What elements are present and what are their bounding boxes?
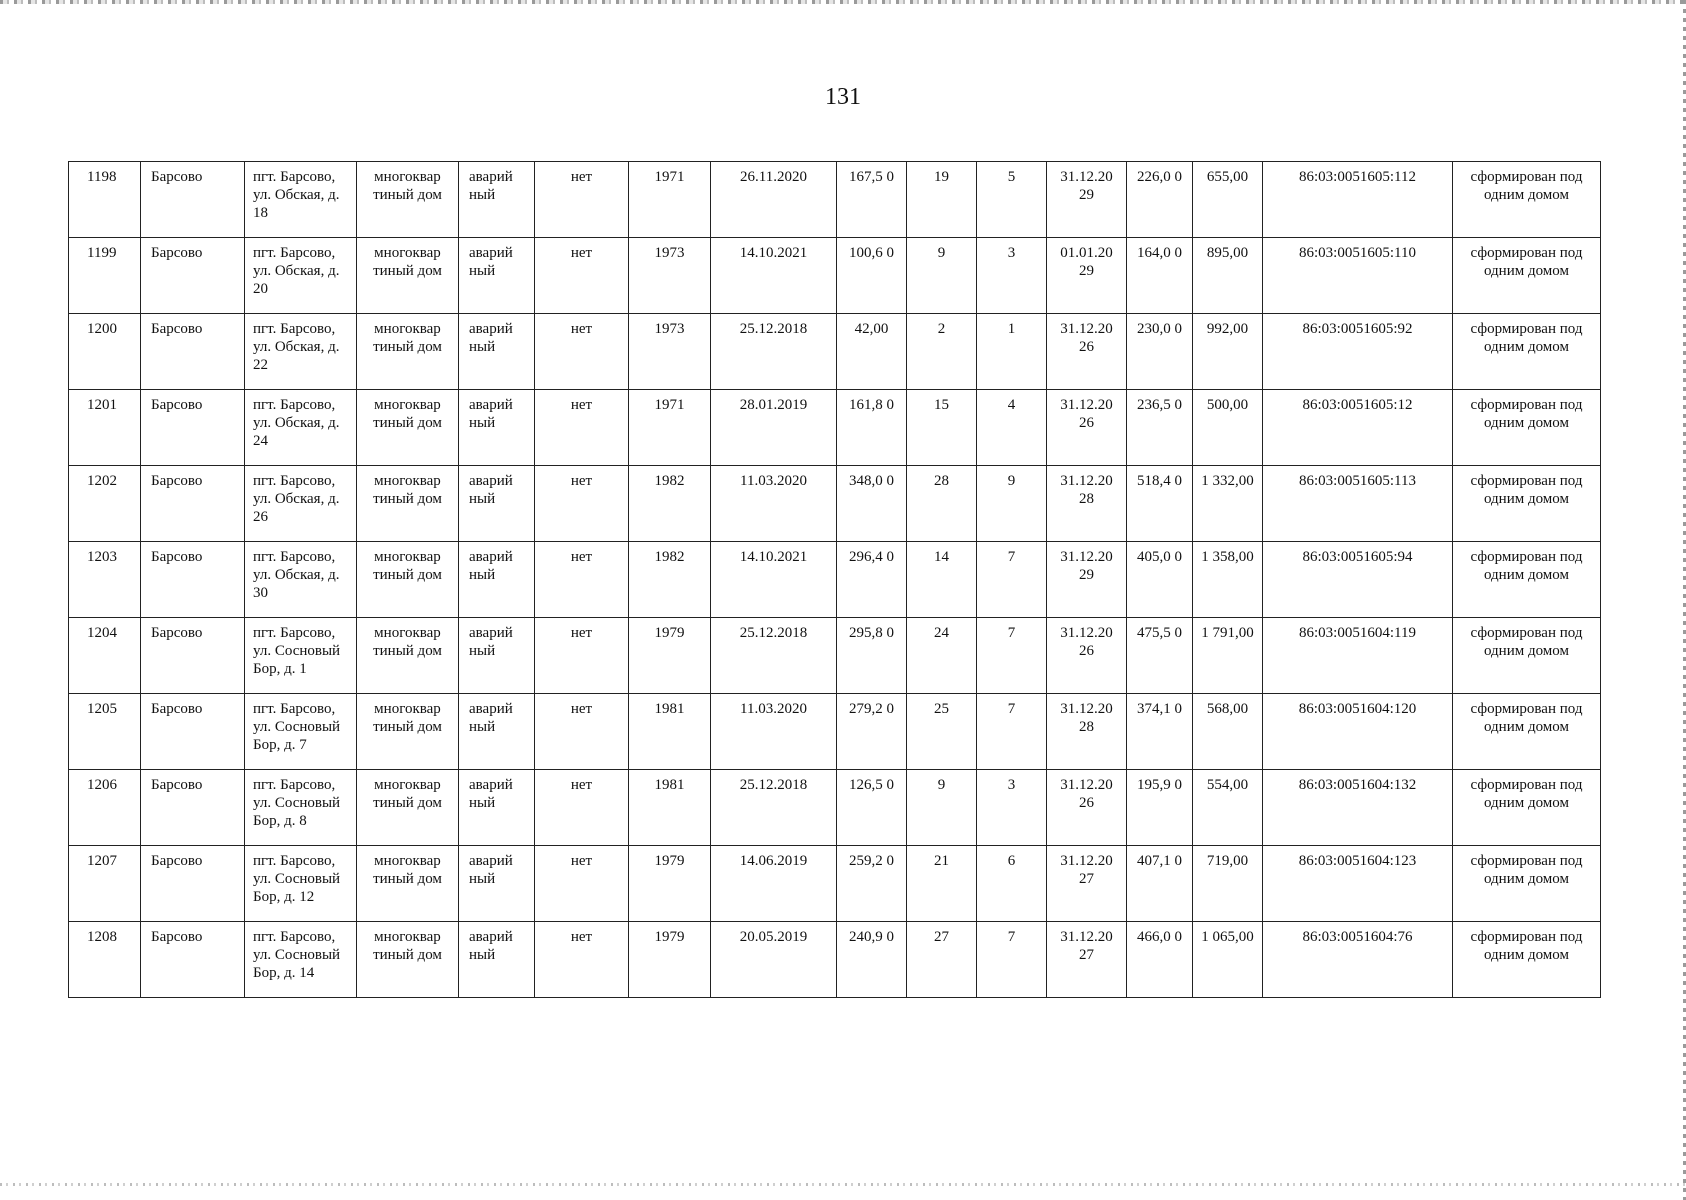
- cadastral-number-cell: 86:03:0051604:76: [1263, 922, 1453, 998]
- area-cell: 295,8 0: [837, 618, 907, 694]
- area3-cell: 655,00: [1193, 162, 1263, 238]
- area-cell: 42,00: [837, 314, 907, 390]
- deadline-cell: 31.12.20 27: [1047, 922, 1127, 998]
- flag-cell: нет: [535, 466, 629, 542]
- cadastral-number-cell: 86:03:0051605:112: [1263, 162, 1453, 238]
- house-type-cell: многоквар тиный дом: [357, 694, 459, 770]
- year-cell: 1979: [629, 618, 711, 694]
- cadastral-number-cell: 86:03:0051605:12: [1263, 390, 1453, 466]
- area3-cell: 500,00: [1193, 390, 1263, 466]
- house-type-cell: многоквар тиный дом: [357, 922, 459, 998]
- table-row: [69, 922, 1601, 998]
- year-cell: 1971: [629, 162, 711, 238]
- land-status-cell: сформирован под одним домом: [1453, 314, 1601, 390]
- area-cell: 126,5 0: [837, 770, 907, 846]
- deadline-cell: 31.12.20 28: [1047, 694, 1127, 770]
- address-cell: пгт. Барсово, ул. Обская, д. 26: [245, 466, 357, 542]
- deadline-cell: 31.12.20 26: [1047, 618, 1127, 694]
- flag-cell: нет: [535, 618, 629, 694]
- deadline-cell: 31.12.20 27: [1047, 846, 1127, 922]
- table-row: [69, 238, 1601, 314]
- deadline-cell: 01.01.20 29: [1047, 238, 1127, 314]
- area-cell: 259,2 0: [837, 846, 907, 922]
- units-cell: 3: [977, 770, 1047, 846]
- house-type-cell: многоквар тиный дом: [357, 618, 459, 694]
- settlement-cell: Барсово: [141, 922, 245, 998]
- table-row: [69, 694, 1601, 770]
- settlement-cell: Барсово: [141, 542, 245, 618]
- date-cell: 11.03.2020: [711, 694, 837, 770]
- area3-cell: 1 065,00: [1193, 922, 1263, 998]
- house-type-cell: многоквар тиный дом: [357, 238, 459, 314]
- area2-cell: 164,0 0: [1127, 238, 1193, 314]
- flag-cell: нет: [535, 162, 629, 238]
- units-cell: 9: [977, 466, 1047, 542]
- date-cell: 28.01.2019: [711, 390, 837, 466]
- units-cell: 3: [977, 238, 1047, 314]
- units-cell: 1: [977, 314, 1047, 390]
- settlement-cell: Барсово: [141, 390, 245, 466]
- date-cell: 14.10.2021: [711, 238, 837, 314]
- area-cell: 348,0 0: [837, 466, 907, 542]
- settlement-cell: Барсово: [141, 314, 245, 390]
- area2-cell: 475,5 0: [1127, 618, 1193, 694]
- row-number-cell: 1205: [69, 694, 141, 770]
- cadastral-number-cell: 86:03:0051605:92: [1263, 314, 1453, 390]
- table-row: [69, 390, 1601, 466]
- area3-cell: 1 358,00: [1193, 542, 1263, 618]
- flag-cell: нет: [535, 770, 629, 846]
- residents-cell: 2: [907, 314, 977, 390]
- date-cell: 25.12.2018: [711, 770, 837, 846]
- date-cell: 11.03.2020: [711, 466, 837, 542]
- settlement-cell: Барсово: [141, 846, 245, 922]
- residents-cell: 28: [907, 466, 977, 542]
- date-cell: 14.10.2021: [711, 542, 837, 618]
- housing-registry-table: [68, 161, 1601, 998]
- address-cell: пгт. Барсово, ул. Сосновый Бор, д. 7: [245, 694, 357, 770]
- address-cell: пгт. Барсово, ул. Обская, д. 30: [245, 542, 357, 618]
- address-cell: пгт. Барсово, ул. Обская, д. 22: [245, 314, 357, 390]
- flag-cell: нет: [535, 238, 629, 314]
- residents-cell: 21: [907, 846, 977, 922]
- land-status-cell: сформирован под одним домом: [1453, 466, 1601, 542]
- residents-cell: 9: [907, 770, 977, 846]
- table-row: [69, 846, 1601, 922]
- date-cell: 26.11.2020: [711, 162, 837, 238]
- status-cell: аварий ный: [459, 314, 535, 390]
- area3-cell: 992,00: [1193, 314, 1263, 390]
- deadline-cell: 31.12.20 29: [1047, 542, 1127, 618]
- residents-cell: 15: [907, 390, 977, 466]
- address-cell: пгт. Барсово, ул. Обская, д. 18: [245, 162, 357, 238]
- land-status-cell: сформирован под одним домом: [1453, 922, 1601, 998]
- row-number-cell: 1199: [69, 238, 141, 314]
- deadline-cell: 31.12.20 28: [1047, 466, 1127, 542]
- settlement-cell: Барсово: [141, 238, 245, 314]
- year-cell: 1973: [629, 238, 711, 314]
- status-cell: аварий ный: [459, 694, 535, 770]
- flag-cell: нет: [535, 694, 629, 770]
- table-row: [69, 618, 1601, 694]
- area-cell: 161,8 0: [837, 390, 907, 466]
- land-status-cell: сформирован под одним домом: [1453, 390, 1601, 466]
- units-cell: 7: [977, 922, 1047, 998]
- land-status-cell: сформирован под одним домом: [1453, 542, 1601, 618]
- row-number-cell: 1198: [69, 162, 141, 238]
- year-cell: 1982: [629, 466, 711, 542]
- residents-cell: 19: [907, 162, 977, 238]
- status-cell: аварий ный: [459, 922, 535, 998]
- land-status-cell: сформирован под одним домом: [1453, 162, 1601, 238]
- settlement-cell: Барсово: [141, 618, 245, 694]
- deadline-cell: 31.12.20 26: [1047, 770, 1127, 846]
- land-status-cell: сформирован под одним домом: [1453, 238, 1601, 314]
- deadline-cell: 31.12.20 26: [1047, 314, 1127, 390]
- row-number-cell: 1200: [69, 314, 141, 390]
- residents-cell: 24: [907, 618, 977, 694]
- row-number-cell: 1208: [69, 922, 141, 998]
- area-cell: 279,2 0: [837, 694, 907, 770]
- date-cell: 25.12.2018: [711, 618, 837, 694]
- row-number-cell: 1201: [69, 390, 141, 466]
- area2-cell: 518,4 0: [1127, 466, 1193, 542]
- year-cell: 1981: [629, 770, 711, 846]
- address-cell: пгт. Барсово, ул. Сосновый Бор, д. 14: [245, 922, 357, 998]
- cadastral-number-cell: 86:03:0051605:113: [1263, 466, 1453, 542]
- area3-cell: 1 332,00: [1193, 466, 1263, 542]
- table-row: [69, 466, 1601, 542]
- year-cell: 1973: [629, 314, 711, 390]
- cadastral-number-cell: 86:03:0051604:123: [1263, 846, 1453, 922]
- settlement-cell: Барсово: [141, 770, 245, 846]
- flag-cell: нет: [535, 922, 629, 998]
- address-cell: пгт. Барсово, ул. Сосновый Бор, д. 1: [245, 618, 357, 694]
- date-cell: 14.06.2019: [711, 846, 837, 922]
- table-row: [69, 770, 1601, 846]
- year-cell: 1971: [629, 390, 711, 466]
- house-type-cell: многоквар тиный дом: [357, 770, 459, 846]
- status-cell: аварий ный: [459, 390, 535, 466]
- cadastral-number-cell: 86:03:0051604:120: [1263, 694, 1453, 770]
- area2-cell: 405,0 0: [1127, 542, 1193, 618]
- area3-cell: 554,00: [1193, 770, 1263, 846]
- status-cell: аварий ный: [459, 770, 535, 846]
- area2-cell: 230,0 0: [1127, 314, 1193, 390]
- area3-cell: 1 791,00: [1193, 618, 1263, 694]
- house-type-cell: многоквар тиный дом: [357, 390, 459, 466]
- flag-cell: нет: [535, 390, 629, 466]
- status-cell: аварий ный: [459, 618, 535, 694]
- area2-cell: 195,9 0: [1127, 770, 1193, 846]
- area2-cell: 226,0 0: [1127, 162, 1193, 238]
- units-cell: 7: [977, 694, 1047, 770]
- land-status-cell: сформирован под одним домом: [1453, 846, 1601, 922]
- land-status-cell: сформирован под одним домом: [1453, 618, 1601, 694]
- land-status-cell: сформирован под одним домом: [1453, 694, 1601, 770]
- residents-cell: 25: [907, 694, 977, 770]
- table-row: [69, 162, 1601, 238]
- area-cell: 167,5 0: [837, 162, 907, 238]
- residents-cell: 27: [907, 922, 977, 998]
- row-number-cell: 1204: [69, 618, 141, 694]
- row-number-cell: 1206: [69, 770, 141, 846]
- house-type-cell: многоквар тиный дом: [357, 466, 459, 542]
- deadline-cell: 31.12.20 29: [1047, 162, 1127, 238]
- address-cell: пгт. Барсово, ул. Сосновый Бор, д. 8: [245, 770, 357, 846]
- deadline-cell: 31.12.20 26: [1047, 390, 1127, 466]
- status-cell: аварий ный: [459, 846, 535, 922]
- area2-cell: 407,1 0: [1127, 846, 1193, 922]
- row-number-cell: 1203: [69, 542, 141, 618]
- status-cell: аварий ный: [459, 162, 535, 238]
- page-number: 131: [825, 84, 861, 110]
- units-cell: 7: [977, 618, 1047, 694]
- area-cell: 296,4 0: [837, 542, 907, 618]
- area2-cell: 374,1 0: [1127, 694, 1193, 770]
- units-cell: 4: [977, 390, 1047, 466]
- table-row: [69, 542, 1601, 618]
- flag-cell: нет: [535, 846, 629, 922]
- units-cell: 5: [977, 162, 1047, 238]
- flag-cell: нет: [535, 314, 629, 390]
- house-type-cell: многоквар тиный дом: [357, 162, 459, 238]
- status-cell: аварий ный: [459, 542, 535, 618]
- area-cell: 100,6 0: [837, 238, 907, 314]
- house-type-cell: многоквар тиный дом: [357, 542, 459, 618]
- table-body: [69, 162, 1601, 998]
- cadastral-number-cell: 86:03:0051604:132: [1263, 770, 1453, 846]
- units-cell: 7: [977, 542, 1047, 618]
- address-cell: пгт. Барсово, ул. Сосновый Бор, д. 12: [245, 846, 357, 922]
- address-cell: пгт. Барсово, ул. Обская, д. 20: [245, 238, 357, 314]
- area-cell: 240,9 0: [837, 922, 907, 998]
- year-cell: 1979: [629, 922, 711, 998]
- scan-edge-top: [0, 0, 1686, 4]
- year-cell: 1979: [629, 846, 711, 922]
- table-row: [69, 314, 1601, 390]
- status-cell: аварий ный: [459, 466, 535, 542]
- flag-cell: нет: [535, 542, 629, 618]
- scan-edge-bottom: [0, 1183, 1686, 1186]
- residents-cell: 14: [907, 542, 977, 618]
- settlement-cell: Барсово: [141, 694, 245, 770]
- house-type-cell: многоквар тиный дом: [357, 846, 459, 922]
- status-cell: аварий ный: [459, 238, 535, 314]
- units-cell: 6: [977, 846, 1047, 922]
- land-status-cell: сформирован под одним домом: [1453, 770, 1601, 846]
- year-cell: 1981: [629, 694, 711, 770]
- address-cell: пгт. Барсово, ул. Обская, д. 24: [245, 390, 357, 466]
- area3-cell: 895,00: [1193, 238, 1263, 314]
- row-number-cell: 1202: [69, 466, 141, 542]
- settlement-cell: Барсово: [141, 162, 245, 238]
- cadastral-number-cell: 86:03:0051604:119: [1263, 618, 1453, 694]
- date-cell: 20.05.2019: [711, 922, 837, 998]
- date-cell: 25.12.2018: [711, 314, 837, 390]
- row-number-cell: 1207: [69, 846, 141, 922]
- cadastral-number-cell: 86:03:0051605:94: [1263, 542, 1453, 618]
- house-type-cell: многоквар тиный дом: [357, 314, 459, 390]
- year-cell: 1982: [629, 542, 711, 618]
- settlement-cell: Барсово: [141, 466, 245, 542]
- residents-cell: 9: [907, 238, 977, 314]
- cadastral-number-cell: 86:03:0051605:110: [1263, 238, 1453, 314]
- area3-cell: 568,00: [1193, 694, 1263, 770]
- area2-cell: 236,5 0: [1127, 390, 1193, 466]
- area2-cell: 466,0 0: [1127, 922, 1193, 998]
- area3-cell: 719,00: [1193, 846, 1263, 922]
